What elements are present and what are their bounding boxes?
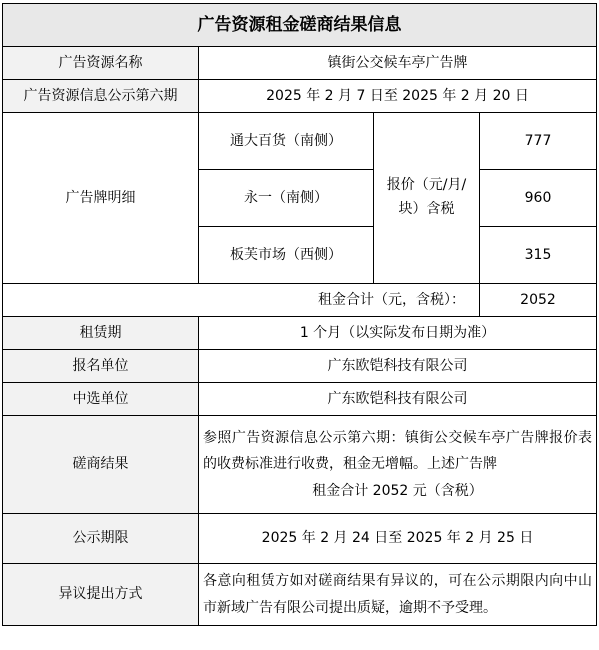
result-text: 参照广告资源信息公示第六期：镇街公交候车亭广告牌报价表的收费标准进行收费，租金无增幅。上述广告牌	[203, 429, 592, 473]
notice-period-label: 公示期限	[3, 514, 199, 564]
result-label: 磋商结果	[3, 416, 199, 514]
applicant-value: 广东欧铠科技有限公司	[199, 350, 597, 383]
info-table	[2, 3, 597, 626]
total-label: 租金合计（元，含税）：	[3, 284, 480, 317]
lease-term-value: 1 个月（以实际发布日期为准）	[199, 317, 597, 350]
notice-period-value: 2025 年 2 月 24 日至 2025 年 2 月 25 日	[199, 514, 597, 564]
billboard-item-name: 通大百货（南侧）	[199, 113, 374, 170]
billboard-item-name: 板芙市场（西侧）	[199, 227, 374, 284]
applicant-label: 报名单位	[3, 350, 199, 383]
disclosure-period-value: 2025 年 2 月 7 日至 2025 年 2 月 20 日	[199, 80, 597, 113]
objection-value: 各意向租赁方如对磋商结果有异议的，可在公示期限内向中山市新域广告有限公司提出质疑，逾期不予受理。	[199, 564, 597, 626]
result-value	[199, 416, 597, 514]
result-text-total: 租金合计 2052 元（含税）	[312, 482, 483, 499]
disclosure-period-label: 广告资源信息公示第六期	[3, 80, 199, 113]
billboard-item-name: 永一（南侧）	[199, 170, 374, 227]
billboard-item-price: 960	[480, 170, 597, 227]
total-value: 2052	[480, 284, 597, 317]
objection-label: 异议提出方式	[3, 564, 199, 626]
billboard-item-price: 777	[480, 113, 597, 170]
price-unit-label: 报价（元/月/块）含税	[374, 113, 480, 284]
lease-term-label: 租赁期	[3, 317, 199, 350]
billboard-detail-label: 广告牌明细	[3, 113, 199, 284]
billboard-item-price: 315	[480, 227, 597, 284]
selected-label: 中选单位	[3, 383, 199, 416]
selected-value: 广东欧铠科技有限公司	[199, 383, 597, 416]
table-title: 广告资源租金磋商结果信息	[3, 4, 597, 47]
resource-name-label: 广告资源名称	[3, 47, 199, 80]
resource-name-value: 镇街公交候车亭广告牌	[199, 47, 597, 80]
